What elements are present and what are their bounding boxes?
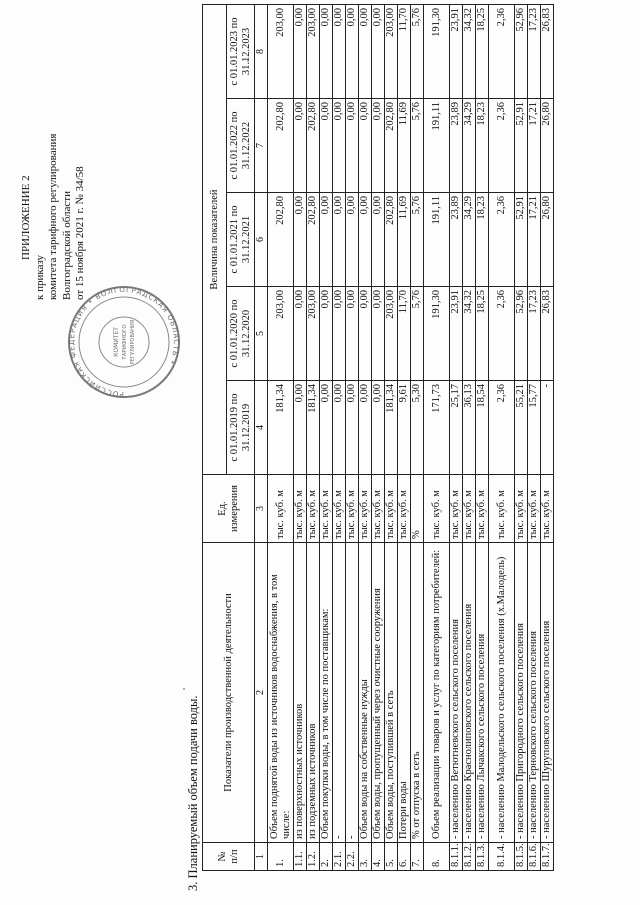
row-value: 0,00: [294, 5, 307, 99]
row-indicator: -: [333, 543, 346, 843]
row-value: 0,00: [294, 99, 307, 193]
table-row: [320, 5, 333, 871]
row-value: 0,00: [359, 287, 372, 381]
row-value: 34,32: [463, 287, 476, 381]
column-number: 4: [255, 381, 268, 475]
row-value: 0,00: [372, 381, 385, 475]
row-number: 8.1.4.: [489, 843, 515, 871]
column-number-row: [255, 5, 268, 871]
appendix-line-committee: комитета тарифного регулирования: [47, 133, 59, 300]
row-indicator: - населению Ветютневского сельского поселения: [450, 543, 463, 843]
row-unit: тыс. куб. м: [528, 475, 541, 543]
column-number: 3: [255, 475, 268, 543]
row-number: 7.: [411, 843, 424, 871]
row-value: 0,00: [359, 193, 372, 287]
row-value: 18,25: [476, 287, 489, 381]
row-value: 202,80: [385, 193, 398, 287]
row-value: 0,00: [333, 5, 346, 99]
row-value: 0,00: [346, 193, 359, 287]
row-value: 0,00: [346, 287, 359, 381]
row-value: 191,30: [424, 287, 450, 381]
row-value: 202,80: [307, 99, 320, 193]
row-value: 0,00: [333, 193, 346, 287]
row-value: 0,00: [294, 287, 307, 381]
row-value: 0,00: [333, 99, 346, 193]
table-row: [307, 5, 320, 871]
row-number: 8.1.6.: [528, 843, 541, 871]
row-value: 2,36: [489, 287, 515, 381]
row-unit: тыс. куб. м: [268, 475, 294, 543]
row-number: 2.1.: [333, 843, 346, 871]
table-row: [424, 5, 450, 871]
row-indicator: Объем покупки воды, в том числе по поставщикам:: [320, 543, 333, 843]
row-number: 3.: [359, 843, 372, 871]
table-row: [268, 5, 294, 871]
row-value: 34,29: [463, 193, 476, 287]
row-value: 2,36: [489, 381, 515, 475]
row-indicator: из поверхностных источников: [294, 543, 307, 843]
row-unit: тыс. куб. м: [476, 475, 489, 543]
row-indicator: Объем поднятой воды из источников водоснабжения, в том числе:: [268, 543, 294, 843]
header-period-2023: с 01.01.2023 по 31.12.2023: [227, 5, 255, 99]
row-value: 0,00: [372, 287, 385, 381]
row-value: 191,11: [424, 193, 450, 287]
row-indicator: -: [346, 543, 359, 843]
row-value: 0,00: [372, 193, 385, 287]
row-value: 191,11: [424, 99, 450, 193]
column-number: 2: [255, 543, 268, 843]
row-value: 0,00: [320, 5, 333, 99]
row-value: 17,23: [528, 287, 541, 381]
header-period-2022: с 01.01.2022 по 31.12.2022: [227, 99, 255, 193]
water-supply-table: [202, 4, 554, 871]
row-number: 8.1.2.: [463, 843, 476, 871]
row-indicator: Объем реализации товаров и услуг по категориям потребителей:: [424, 543, 450, 843]
row-value: 203,00: [385, 5, 398, 99]
row-indicator: Объем воды, поступившей в сеть: [385, 543, 398, 843]
header-period-2021: с 01.01.2021 по 31.12.2021: [227, 193, 255, 287]
row-number: 8.1.5.: [515, 843, 528, 871]
row-value: 11,70: [398, 287, 411, 381]
row-value: 55,21: [515, 381, 528, 475]
row-indicator: Потери воды: [398, 543, 411, 843]
table-row: [398, 5, 411, 871]
table-row: [541, 5, 554, 871]
table-row: [450, 5, 463, 871]
row-value: 11,69: [398, 193, 411, 287]
row-value: 17,21: [528, 99, 541, 193]
appendix-line-date: от 15 ноября 2021 г. № 34/58: [74, 166, 86, 300]
row-value: 52,96: [515, 5, 528, 99]
table-body: [268, 5, 554, 871]
row-value: 17,21: [528, 193, 541, 287]
header-period-2020: с 01.01.2020 по 31.12.2020: [227, 287, 255, 381]
row-value: 25,17: [450, 381, 463, 475]
row-value: 0,00: [359, 5, 372, 99]
table-row: [476, 5, 489, 871]
row-value: 0,00: [333, 381, 346, 475]
row-indicator: - населению Малодельского сельского поселения (х.Малодель): [489, 543, 515, 843]
row-value: 26,83: [541, 5, 554, 99]
row-number: 8.1.3.: [476, 843, 489, 871]
row-value: 18,25: [476, 5, 489, 99]
section-title: 3. Планируемый объем подачи воды.: [186, 695, 200, 891]
row-value: 2,36: [489, 99, 515, 193]
row-value: 11,69: [398, 99, 411, 193]
table-row: [385, 5, 398, 871]
table-row: [294, 5, 307, 871]
row-value: 0,00: [359, 381, 372, 475]
row-value: 203,00: [268, 287, 294, 381]
header-period-2019: с 01.01.2019 по 31.12.2019: [227, 381, 255, 475]
row-number: 4.: [372, 843, 385, 871]
header-group: Величина показателей: [203, 5, 227, 475]
row-value: 18,54: [476, 381, 489, 475]
row-value: 2,36: [489, 193, 515, 287]
row-value: 191,30: [424, 5, 450, 99]
row-indicator: % от отпуска в сеть: [411, 543, 424, 843]
row-value: 0,00: [372, 99, 385, 193]
row-number: 2.: [320, 843, 333, 871]
row-number: 8.1.1.: [450, 843, 463, 871]
row-value: 11,70: [398, 5, 411, 99]
row-number: 2.2.: [346, 843, 359, 871]
row-indicator: - населению Шуруповского сельского поселения: [541, 543, 554, 843]
row-unit: тыс. куб. м: [294, 475, 307, 543]
row-value: 0,00: [346, 99, 359, 193]
svg-text:ТАРИФНОГО: ТАРИФНОГО: [122, 324, 128, 360]
row-value: 0,00: [320, 99, 333, 193]
row-unit: тыс. куб. м: [515, 475, 528, 543]
appendix-title: ПРИЛОЖЕНИЕ 2: [20, 175, 32, 260]
row-value: 0,00: [333, 287, 346, 381]
row-value: 203,00: [307, 287, 320, 381]
table-row: [528, 5, 541, 871]
header-unit: Ед. измерения: [203, 475, 255, 543]
row-unit: %: [411, 475, 424, 543]
row-value: 5,76: [411, 99, 424, 193]
row-value: 5,76: [411, 5, 424, 99]
row-unit: тыс. куб. м: [489, 475, 515, 543]
row-value: 15,77: [528, 381, 541, 475]
row-number: 1.: [268, 843, 294, 871]
row-value: 202,80: [268, 193, 294, 287]
row-unit: тыс. куб. м: [450, 475, 463, 543]
row-value: 9,61: [398, 381, 411, 475]
svg-text:КОМИТЕТ: КОМИТЕТ: [113, 327, 120, 357]
row-value: 2,36: [489, 5, 515, 99]
row-value: 23,91: [450, 287, 463, 381]
row-value: 23,89: [450, 99, 463, 193]
row-value: 0,00: [320, 193, 333, 287]
row-value: 203,00: [307, 5, 320, 99]
header-num: № п/п: [203, 843, 255, 871]
row-indicator: - населению Терновского сельского поселения: [528, 543, 541, 843]
row-unit: тыс. куб. м: [541, 475, 554, 543]
row-value: 202,80: [307, 193, 320, 287]
row-unit: тыс. куб. м: [320, 475, 333, 543]
row-number: 1.1.: [294, 843, 307, 871]
row-value: 23,89: [450, 193, 463, 287]
row-value: 34,29: [463, 99, 476, 193]
row-value: 202,80: [268, 99, 294, 193]
row-unit: тыс. куб. м: [424, 475, 450, 543]
row-unit: тыс. куб. м: [463, 475, 476, 543]
row-number: 6.: [398, 843, 411, 871]
row-indicator: - населению Лычакского сельского поселения: [476, 543, 489, 843]
row-indicator: - населению Краснолиповского сельского поселения: [463, 543, 476, 843]
row-number: 8.: [424, 843, 450, 871]
column-number: 6: [255, 193, 268, 287]
appendix-line-region: Волгоградской области: [60, 191, 73, 300]
row-value: 203,00: [268, 5, 294, 99]
row-value: 17,23: [528, 5, 541, 99]
row-value: 23,91: [450, 5, 463, 99]
row-value: 52,91: [515, 99, 528, 193]
table-row: [333, 5, 346, 871]
row-value: 203,00: [385, 287, 398, 381]
row-indicator: Объем воды, пропущенный через очистные сооружения: [372, 543, 385, 843]
appendix-block: [20, 10, 88, 450]
row-value: 0,00: [359, 99, 372, 193]
row-value: 181,34: [268, 381, 294, 475]
column-number: 1: [255, 843, 268, 871]
row-value: 0,00: [320, 381, 333, 475]
row-unit: тыс. куб. м: [346, 475, 359, 543]
row-value: 181,34: [307, 381, 320, 475]
table-row: [489, 5, 515, 871]
row-value: 18,23: [476, 99, 489, 193]
row-value: 0,00: [294, 381, 307, 475]
appendix-line-order: к приказу: [33, 254, 46, 300]
row-indicator: Объем воды на собственные нужды: [359, 543, 372, 843]
table-row: [411, 5, 424, 871]
row-indicator: из подземных источников: [307, 543, 320, 843]
row-unit: тыс. куб. м: [307, 475, 320, 543]
row-value: 0,00: [294, 193, 307, 287]
row-value: 52,96: [515, 287, 528, 381]
row-value: -: [541, 381, 554, 475]
row-number: 8.1.7.: [541, 843, 554, 871]
row-unit: тыс. куб. м: [333, 475, 346, 543]
row-value: 171,73: [424, 381, 450, 475]
row-value: 26,80: [541, 193, 554, 287]
row-value: 5,76: [411, 193, 424, 287]
row-value: 202,80: [385, 99, 398, 193]
column-number: 8: [255, 5, 268, 99]
row-unit: тыс. куб. м: [398, 475, 411, 543]
row-value: 0,00: [346, 5, 359, 99]
table-row: [372, 5, 385, 871]
column-number: 7: [255, 99, 268, 193]
row-value: 36,13: [463, 381, 476, 475]
table-row: [463, 5, 476, 871]
row-value: 5,76: [411, 287, 424, 381]
row-value: 34,32: [463, 5, 476, 99]
table-row: [346, 5, 359, 871]
svg-text:РОССИЙСКАЯ ФЕДЕРАЦИЯ • ВОЛГОГР: РОССИЙСКАЯ ФЕДЕРАЦИЯ • ВОЛГОГРАДСКАЯ ОБЛАСТЬ •: [67, 285, 181, 399]
row-number: 1.2.: [307, 843, 320, 871]
row-value: 0,00: [320, 287, 333, 381]
row-value: 26,80: [541, 99, 554, 193]
svg-text:РЕГУЛИРОВАНИЯ: РЕГУЛИРОВАНИЯ: [130, 319, 136, 365]
table-row: [515, 5, 528, 871]
row-value: 26,83: [541, 287, 554, 381]
header-indicator: Показатели производственной деятельности: [203, 543, 255, 843]
row-value: 52,91: [515, 193, 528, 287]
row-value: 0,00: [372, 5, 385, 99]
row-indicator: - населению Пригородного сельского поселения: [515, 543, 528, 843]
row-unit: тыс. куб. м: [372, 475, 385, 543]
column-number: 5: [255, 287, 268, 381]
table-row: [359, 5, 372, 871]
row-unit: тыс. куб. м: [385, 475, 398, 543]
row-value: 5,30: [411, 381, 424, 475]
row-value: 0,00: [346, 381, 359, 475]
row-number: 5.: [385, 843, 398, 871]
row-value: 18,23: [476, 193, 489, 287]
row-value: 181,34: [385, 381, 398, 475]
row-unit: тыс. куб. м: [359, 475, 372, 543]
